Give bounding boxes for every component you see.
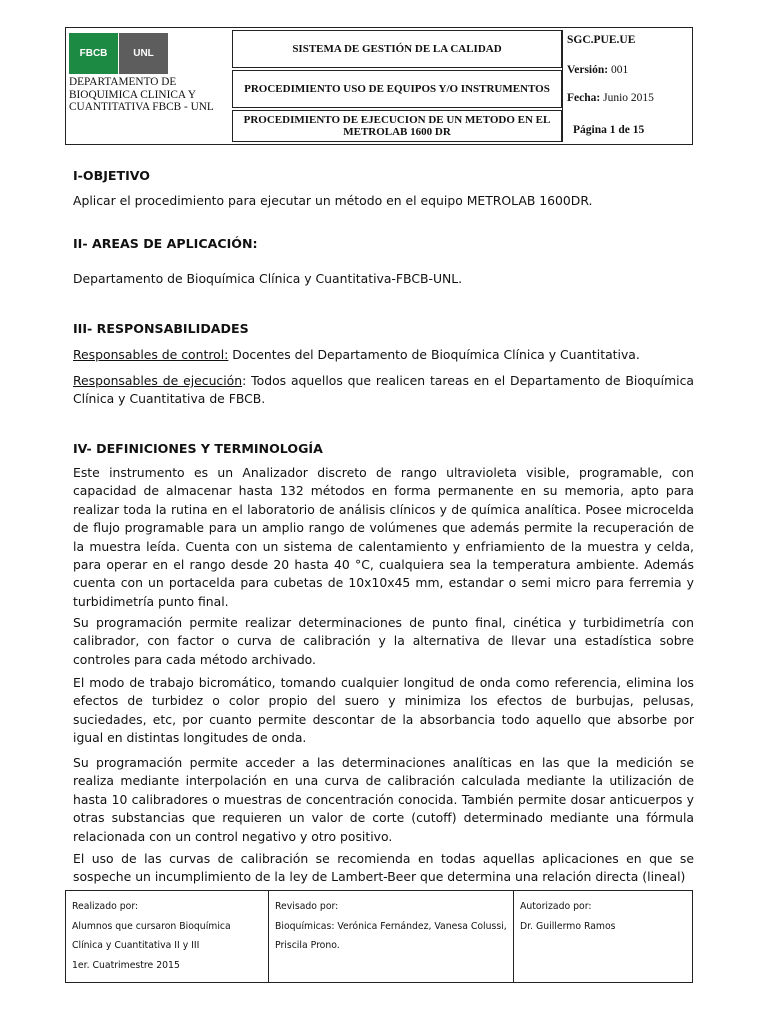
execution-paragraph: [73, 372, 694, 409]
reviewed-by-line2: Priscila Prono.: [275, 940, 340, 951]
heading-responsabilidades: III- RESPONSABILIDADES: [73, 321, 249, 336]
paragraph-4: Su programación permite acceder a las determinaciones analíticas en las que la medición se realiza mediante interpolación en una curva de calibración calculada mediante la utilización de hasta 10 calibradores o muestras de concentración conocida. También permite dosar anticuerpos y otras substancias que requieren un valor de corte (cutoff) determinado mediante una fórmula relacionada con un control negativo y otro positivo.: [73, 755, 694, 844]
made-by-line3: 1er. Cuatrimestre 2015: [72, 959, 180, 971]
department-name: DEPARTAMENTO DE BIOQUIMICA CLINICA Y CUANTITATIVA FBCB - UNL: [69, 76, 214, 113]
reviewed-by-label: Revisado por:: [275, 901, 339, 912]
made-by-cell: [66, 891, 269, 982]
signature-table: [65, 890, 693, 983]
heading-areas: II- AREAS DE APLICACIÓN:: [73, 236, 258, 251]
heading-definiciones: IV- DEFINICIONES Y TERMINOLOGÍA: [73, 441, 323, 456]
authorized-by-label: Autorizado por:: [520, 901, 592, 912]
execution-text: : Todos aquellos que realicen tareas en el Departamento de Bioquímica Clínica y Cuantitativa de FBCB.: [73, 373, 694, 407]
paragraph-1: Este instrumento es un Analizador discreto de rango ultravioleta visible, programable, con capacidad de almacenar hasta 132 métodos en forma permanente en su memoria, apto para realizar toda la rutina en el laboratorio de análisis clínicos y de química analítica. Posee microcelda de flujo programable para un amplio rango de volúmenes que además permite la recuperación de la muestra leída. Cuenta con un sistema de calentamiento y enfriamiento de la muestra y celda, para operar en el rango desde 20 hasta 40 °C, cualquiera sea la temperatura ambiente. Además cuenta con un portacelda para cubetas de 10x10x45 mm, estandar o semi micro para ferremia y turbidimetría punto final.: [73, 465, 694, 609]
made-by-label: Realizado por:: [72, 901, 139, 912]
version-value: 001: [610, 64, 629, 76]
reviewed-by-cell: [269, 891, 514, 982]
control-text: Docentes del Departamento de Bioquímica Clínica y Cuantitativa.: [228, 347, 640, 362]
control-label: Responsables de control:: [73, 347, 229, 362]
system-title: SISTEMA DE GESTIÓN DE LA CALIDAD: [232, 30, 562, 68]
reviewed-by-line1: Bioquímicas: Verónica Fernández, Vanesa Colussi,: [275, 920, 507, 932]
paragraph-2: Su programación permite realizar determinaciones de punto final, cinética y turbidimetría con calibrador, con factor o curva de calibración y la alternativa de llevar una estadística sobre controles para cada método archivado.: [73, 615, 694, 667]
paragraph-3: El modo de trabajo bicromático, tomando cualquier longitud de onda como referencia, elimina los efectos de turbidez o color propio del suero y minimiza los efectos de burbujas, pelusas, suciedades, etc, por cuanto permite descontar de la absorbancia todo aquello que absorbe por igual en distintas longitudes de onda.: [73, 675, 694, 746]
paragraph-5: El uso de las curvas de calibración se recomienda en todas aquellas aplicaciones en que se sospeche un incumplimiento de la ley de Lambert-Beer que determina una relación directa (lineal): [73, 851, 694, 885]
document-meta: [562, 30, 690, 142]
objetivo-text: Aplicar el procedimiento para ejecutar un método en el equipo METROLAB 1600DR.: [73, 193, 593, 208]
date: [567, 92, 654, 104]
page-number: Página 1 de 15: [573, 124, 645, 136]
made-by-line2: Clínica y Cuantitativa II y III: [72, 940, 200, 951]
document-code: SGC.PUE.UE: [567, 34, 636, 46]
areas-text: Departamento de Bioquímica Clínica y Cuantitativa-FBCB-UNL.: [73, 271, 463, 286]
version-label: Versión:: [567, 64, 609, 76]
control-line: [73, 346, 694, 364]
heading-objetivo: I-OBJETIVO: [73, 168, 151, 183]
date-label: Fecha:: [567, 92, 601, 104]
logo-cell: [66, 28, 230, 143]
authorized-by-cell: [514, 891, 692, 982]
logo-fbcb: FBCB: [69, 33, 118, 74]
logo-unl: UNL: [119, 33, 168, 74]
procedure-title: PROCEDIMIENTO USO DE EQUIPOS Y/O INSTRUMENTOS: [232, 70, 562, 108]
execution-label: Responsables de ejecución: [73, 373, 243, 388]
document-header: [65, 27, 693, 145]
authorized-by-line1: Dr. Guillermo Ramos: [520, 920, 616, 932]
method-title: PROCEDIMIENTO DE EJECUCION DE UN METODO EN EL METROLAB 1600 DR: [232, 110, 562, 142]
made-by-line1: Alumnos que cursaron Bioquímica: [72, 920, 231, 932]
version: [567, 64, 628, 76]
fbcb-unl-logo: [69, 33, 168, 74]
date-value: Junio 2015: [603, 92, 654, 104]
